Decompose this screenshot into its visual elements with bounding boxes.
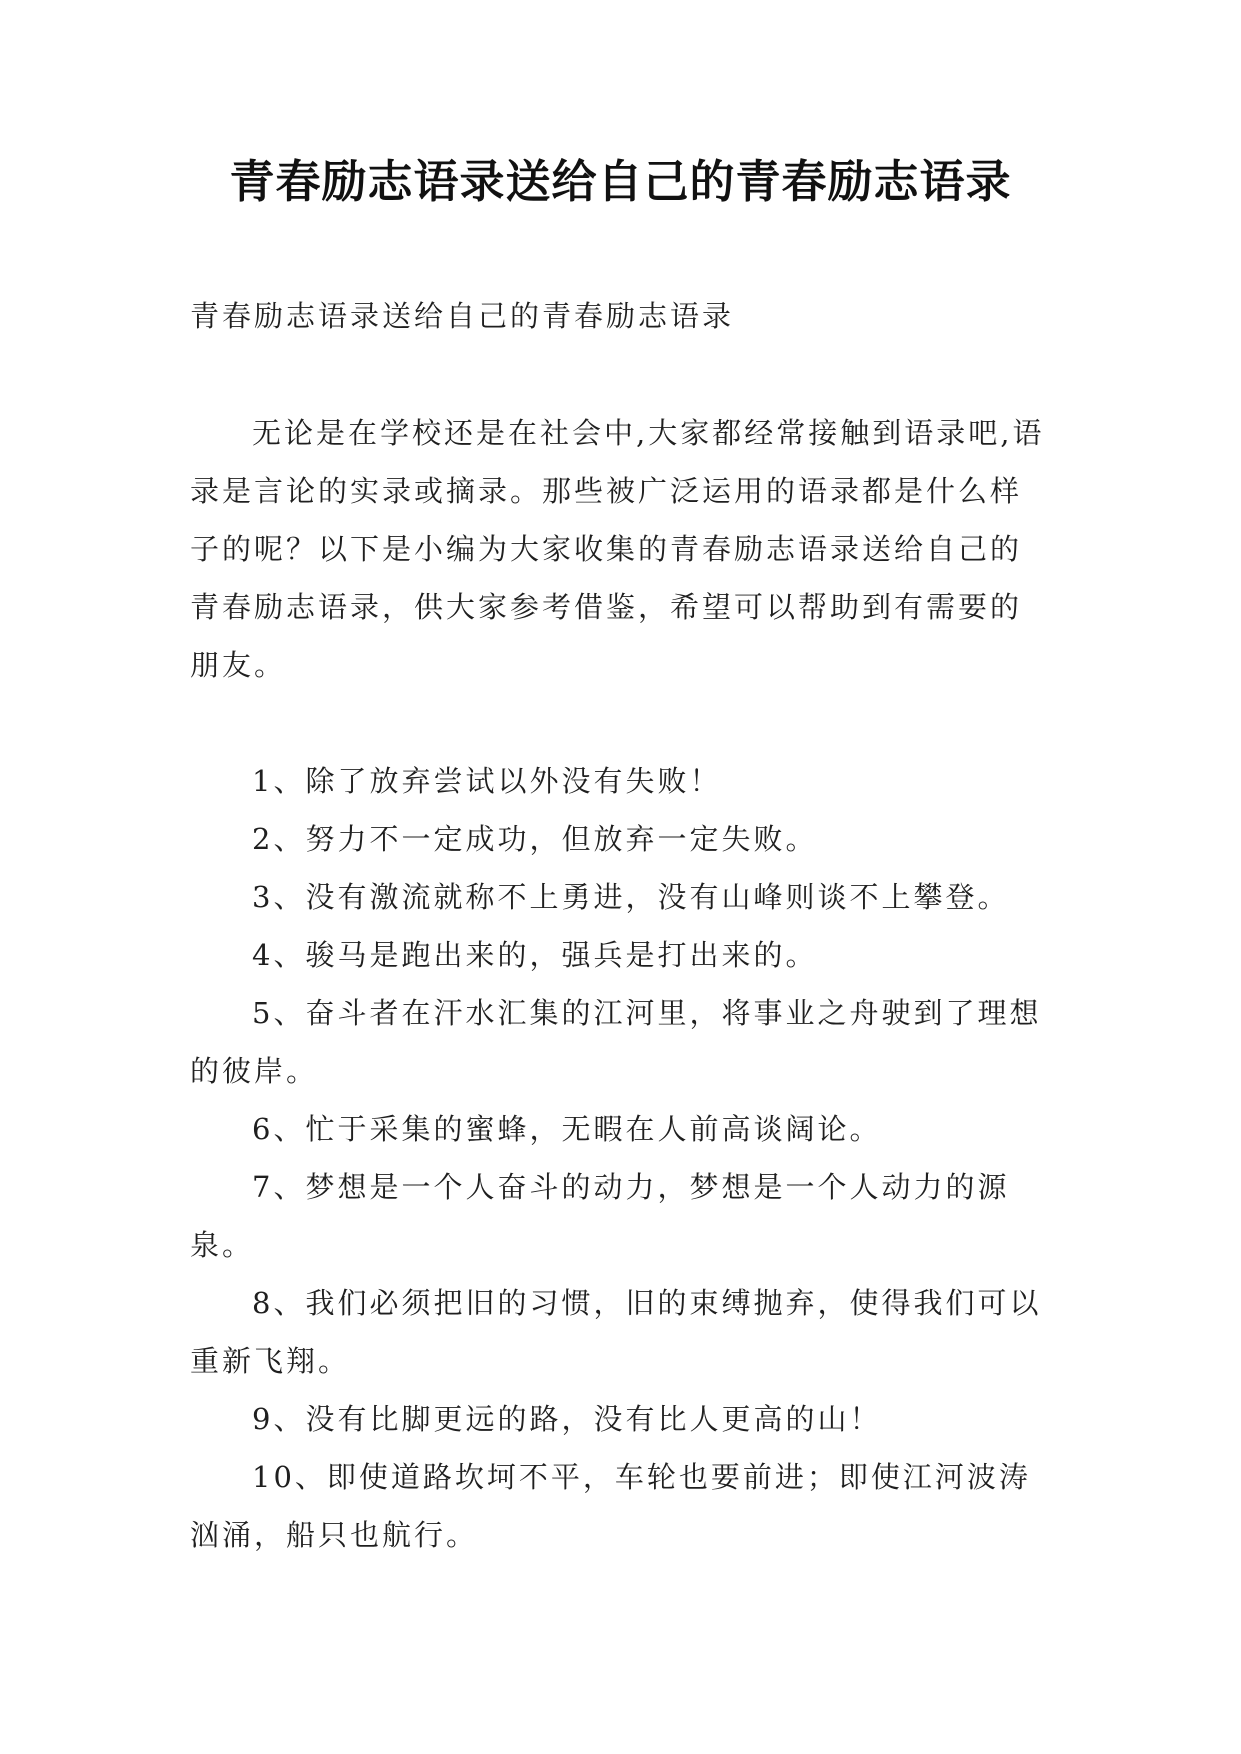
quote-item-1: 1、除了放弃尝试以外没有失败！ [252,764,722,798]
quote-item-9: 9、没有比脚更远的路，没有比人更高的山！ [252,1402,882,1436]
intro-paragraph: 无论是在学校还是在社会中,大家都经常接触到语录吧,语录是言论的实录或摘录。那些被广泛运用的语录都是什么样子的呢？以下是小编为大家收集的青春励志语录送给自己的青春励志语录，供大家参考借鉴，希望可以帮助到有需要的朋友。 [190,416,1045,682]
quote-item-2: 2、努力不一定成功，但放弃一定失败。 [252,822,818,856]
quote-item-6: 6、忙于采集的蜜蜂，无暇在人前高谈阔论。 [252,1112,882,1146]
quote-item-5: 5、奋斗者在汗水汇集的江河里，将事业之舟驶到了理想的彼岸。 [190,996,1042,1088]
quote-item-4: 4、骏马是跑出来的，强兵是打出来的。 [252,938,818,972]
quote-list [190,752,1050,1564]
quote-item-7: 7、梦想是一个人奋斗的动力，梦想是一个人动力的源泉。 [190,1170,1010,1262]
quote-item-10: 10、即使道路坎坷不平，车轮也要前进；即使江河波涛汹涌，船只也航行。 [190,1460,1031,1552]
quote-item-8: 8、我们必须把旧的习惯，旧的束缚抛弃，使得我们可以重新飞翔。 [190,1286,1042,1378]
quote-item-3: 3、没有激流就称不上勇进，没有山峰则谈不上攀登。 [252,880,1010,914]
document-title: 青春励志语录送给自己的青春励志语录 [229,155,1012,208]
document-subtitle: 青春励志语录送给自己的青春励志语录 [190,299,735,333]
